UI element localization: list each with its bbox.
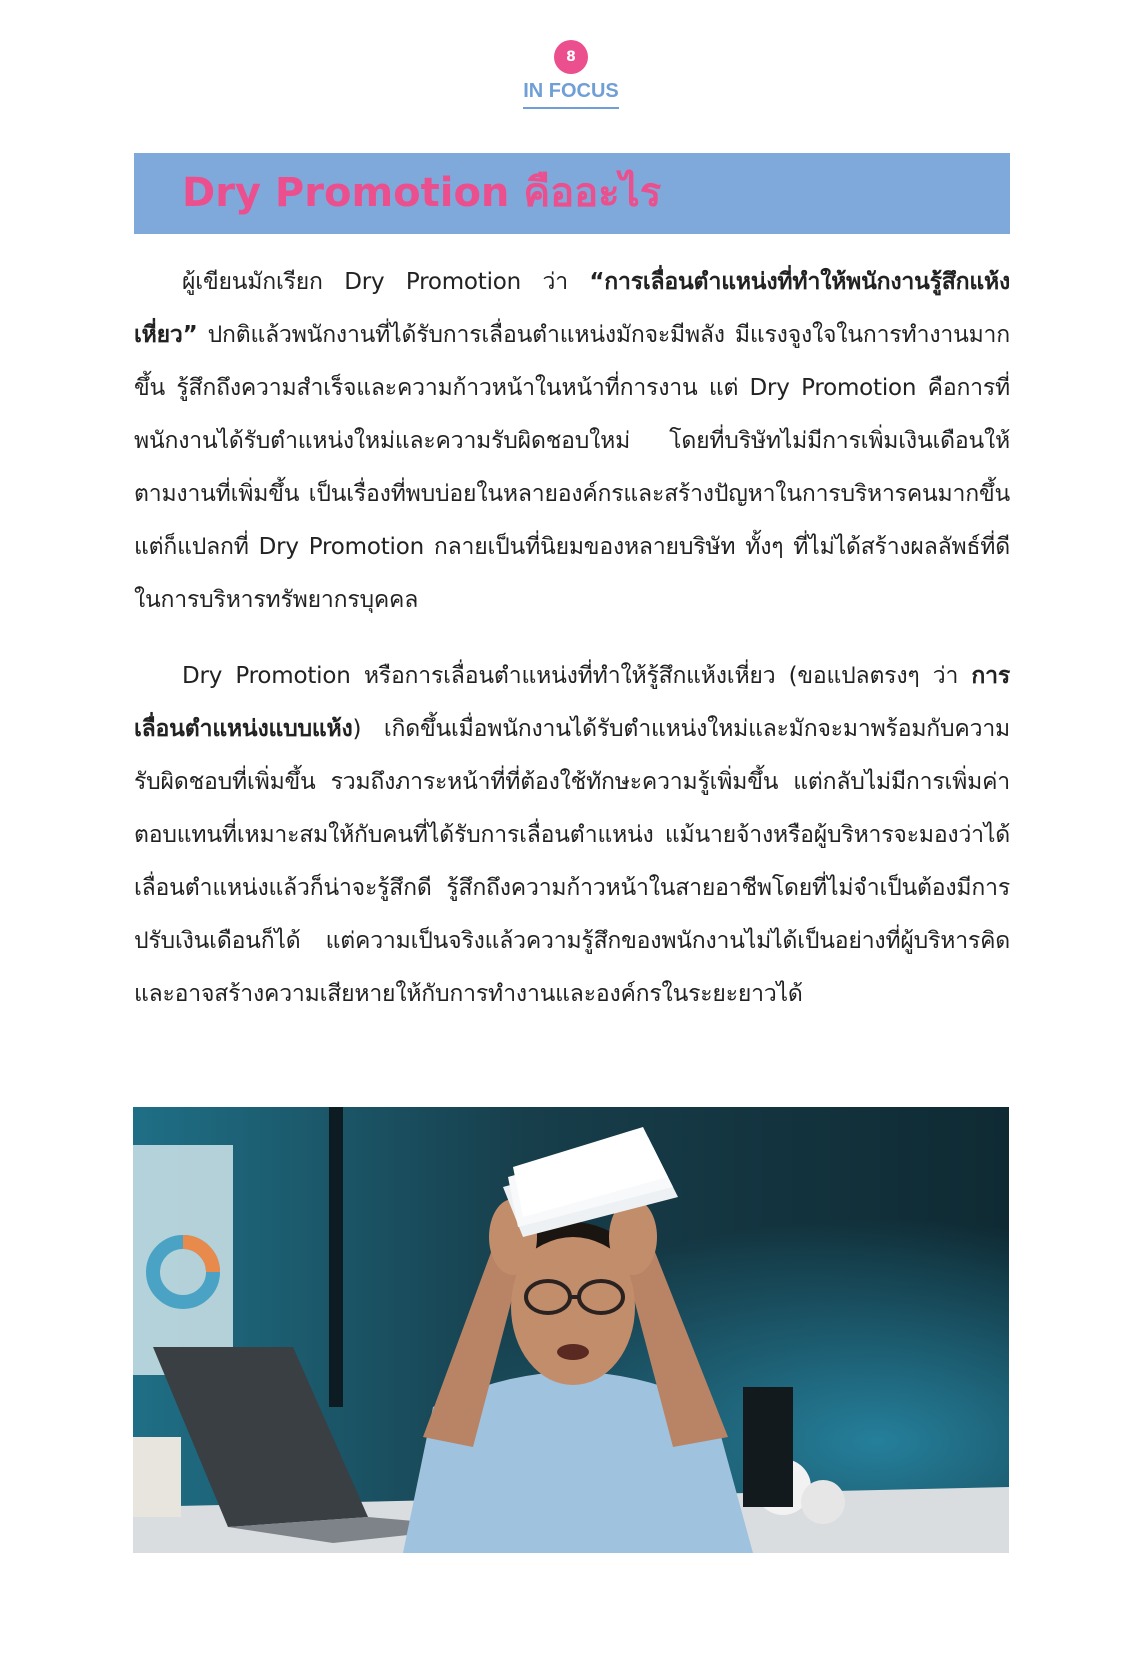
stressed-worker-illustration (133, 1107, 1009, 1553)
paragraph-2-text-b: ) เกิดขึ้นเมื่อพนักงานได้รับตำแหน่งใหม่และมักจะมาพร้อมกับความรับผิดชอบที่เพิ่มขึ้น รวมถึงภาระหน้าที่ที่ต้องใช้ทักษะความรู้เพิ่มขึ้น แต่กลับไม่มีการเพิ่มค่าตอบแทนที่เหมาะสมให้กับคนที่ได้รับการเลื่อนตำแหน่ง แม้นายจ้างหรือผู้บริหารจะมองว่าได้เลื่อนตำแหน่งแล้วก็น่าจะรู้สึกดี รู้สึกถึงความก้าวหน้าในสายอาชีพโดยที่ไม่จำเป็นต้องมีการปรับเงินเดือนก็ได้ แต่ความเป็นจริงแล้วความรู้สึกของพนักงานไม่ได้เป็นอย่างที่ผู้บริหารคิด และอาจสร้างความเสียหายให้กับการทำงานและองค์กรในระยะยาวได้ (134, 716, 1010, 1007)
paragraph-2-bold: การเลื่อนตำแหน่งแบบแห้ง (134, 663, 1010, 742)
paragraph-2 (134, 650, 1010, 1021)
paragraph-1 (134, 256, 1010, 627)
section-label: IN FOCUS (523, 80, 619, 109)
paragraph-2-text-a: Dry Promotion หรือการเลื่อนตำแหน่งที่ทำให้รู้สึกแห้งเหี่ยว (ขอแปลตรงๆ ว่า (182, 663, 972, 689)
paragraph-1-text-b: ปกติแล้วพนักงานที่ได้รับการเลื่อนตำแหน่งมักจะมีพลัง มีแรงจูงใจในการทำงานมากขึ้น รู้สึกถึงความสำเร็จและความก้าวหน้าในหน้าที่การงาน แต่ Dry Promotion คือการที่พนักงานได้รับตำแหน่งใหม่และความรับผิดชอบใหม่ โดยที่บริษัทไม่มีการเพิ่มเงินเดือนให้ตามงานที่เพิ่มขึ้น เป็นเรื่องที่พบบ่อยในหลายองค์กรและสร้างปัญหาในการบริหารคนมากขึ้น แต่ก็แปลกที่ Dry Promotion กลายเป็นที่นิยมของหลายบริษัท ทั้งๆ ที่ไม่ได้สร้างผลลัพธ์ที่ดีในการบริหารทรัพยากรบุคคล (134, 322, 1010, 613)
paragraph-1-bold: “การเลื่อนตำแหน่งที่ทำให้พนักงานรู้สึกแห้งเหี่ยว” (134, 269, 1010, 348)
stressed-worker-photo (133, 1107, 1009, 1553)
article-title: Dry Promotion คืออะไร (182, 170, 662, 216)
page-number-badge: 8 (554, 40, 588, 74)
page-header (0, 40, 1142, 109)
title-banner (134, 153, 1010, 234)
paragraph-1-text-a: ผู้เขียนมักเรียก Dry Promotion ว่า (182, 269, 590, 295)
